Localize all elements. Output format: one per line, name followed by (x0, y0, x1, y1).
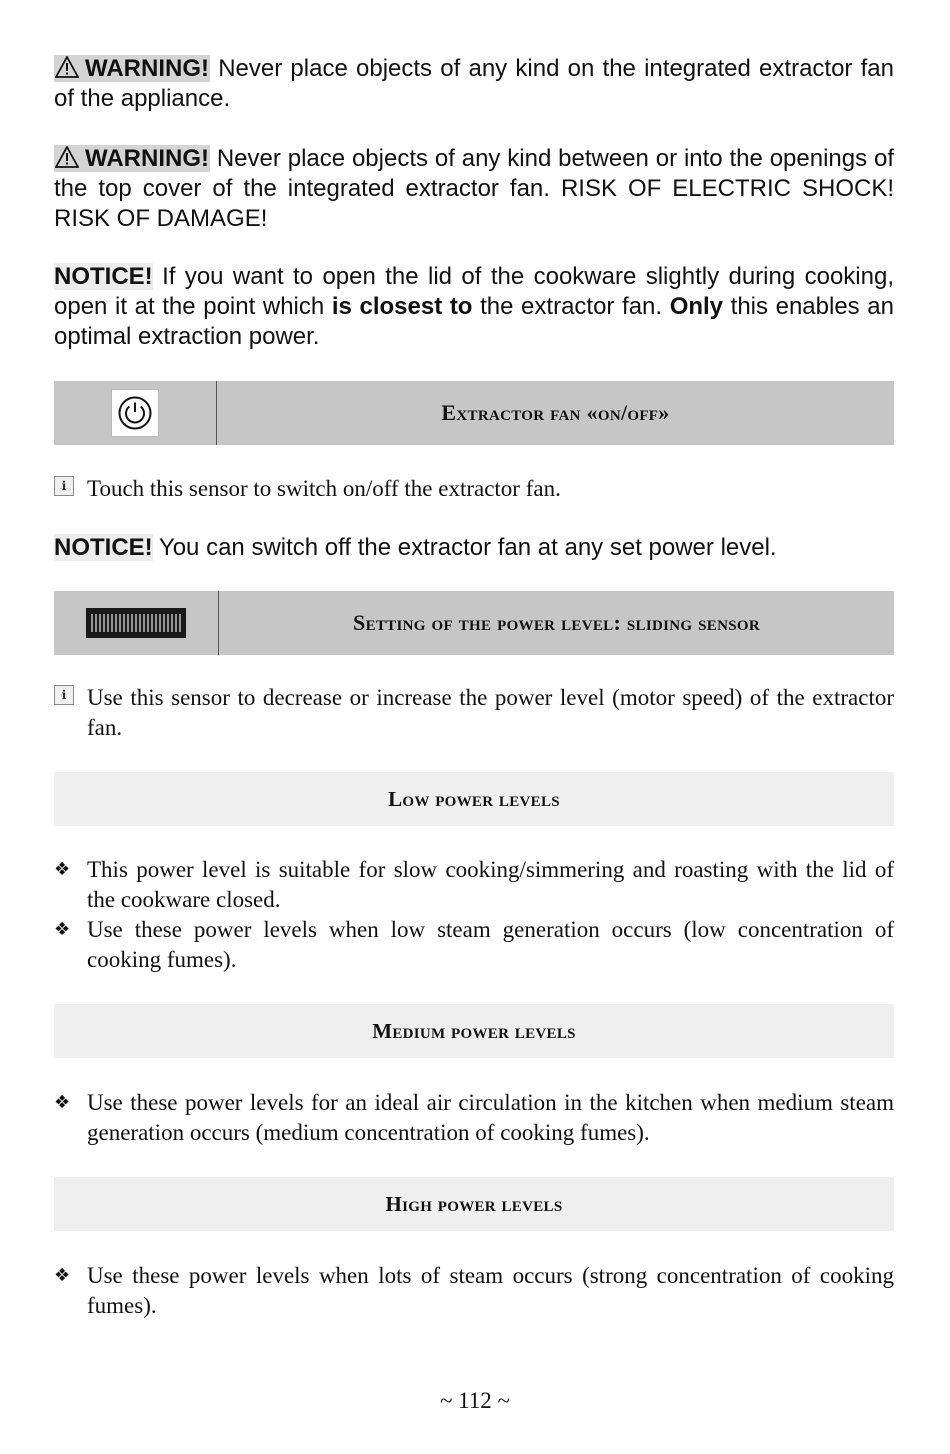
notice-text: the extractor fan. (472, 293, 670, 320)
bullet-icon: ❖ (54, 919, 71, 940)
slider-sensor-icon (86, 608, 186, 638)
notice-paragraph-1 (54, 262, 894, 352)
warning-label-text: WARNING! (85, 145, 209, 172)
info-text: Touch this sensor to switch on/off the extractor fan. (87, 476, 561, 501)
notice-text: You can switch off the extractor fan at any set power level. (152, 534, 777, 561)
section-icon-cell (54, 591, 219, 655)
notice-text: If you want to open the lid of the cookware slightly during cooking, open it at the point which (54, 263, 894, 320)
warning-paragraph-2 (54, 144, 894, 234)
list-item-text: Use these power levels when lots of steam occurs (strong concentration of cooking fumes). (87, 1263, 894, 1318)
info-icon: i (54, 685, 74, 705)
warning-label-text: WARNING! (85, 55, 209, 82)
notice-paragraph-2 (54, 533, 894, 563)
bullet-icon: ❖ (54, 859, 71, 880)
notice-emphasis: is closest to (331, 293, 473, 320)
list-item-text: This power level is suitable for slow cooking/simmering and roasting with the lid of the cookware closed. (87, 857, 894, 912)
warning-triangle-icon (55, 56, 79, 78)
list-item (54, 1088, 894, 1148)
low-power-list (54, 855, 894, 975)
subheading-low-power: Low power levels (54, 772, 894, 826)
warning-label (54, 55, 210, 82)
warning-label (54, 145, 210, 172)
notice-label: NOTICE! (54, 534, 153, 561)
notice-label: NOTICE! (54, 263, 153, 290)
section-icon-cell (54, 381, 217, 445)
page-number: ~ 112 ~ (439, 1388, 511, 1413)
warning-paragraph-1 (54, 54, 894, 114)
list-item-text: Use these power levels for an ideal air circulation in the kitchen when medium steam generation occurs (medium concentration of cooking fumes). (87, 1090, 894, 1145)
warning-triangle-icon (55, 146, 79, 168)
notice-text: this enables an optimal extraction power. (54, 293, 894, 350)
section-header-onoff (54, 381, 894, 445)
info-icon: i (54, 476, 74, 496)
high-power-list (54, 1261, 894, 1321)
list-item-text: Use these power levels when low steam generation occurs (low concentration of cooking fumes). (87, 917, 894, 972)
info-text: Use this sensor to decrease or increase the power level (motor speed) of the extractor fan. (87, 685, 894, 740)
warning-text: Never place objects of any kind between or into the openings of the top cover of the integrated extractor fan. RISK OF ELECTRIC SHOCK! RISK OF DAMAGE! (54, 145, 894, 232)
warning-text: Never place objects of any kind on the integrated extractor fan of the appliance. (54, 55, 894, 112)
bullet-icon: ❖ (54, 1265, 71, 1286)
subheading-medium-power: Medium power levels (54, 1004, 894, 1058)
section-title-onoff: Extractor fan «on/off» (441, 400, 670, 425)
info-onoff (54, 474, 894, 504)
medium-power-list (54, 1088, 894, 1148)
power-icon (111, 389, 159, 437)
manual-page (54, 54, 894, 1321)
notice-emphasis: Only (669, 293, 724, 320)
subheading-high-power: High power levels (54, 1177, 894, 1231)
section-header-slider (54, 591, 894, 655)
list-item (54, 915, 894, 975)
section-title-slider: Setting of the power level: sliding sensor (353, 610, 760, 635)
bullet-icon: ❖ (54, 1092, 71, 1113)
list-item (54, 1261, 894, 1321)
info-slider (54, 683, 894, 743)
list-item (54, 855, 894, 915)
